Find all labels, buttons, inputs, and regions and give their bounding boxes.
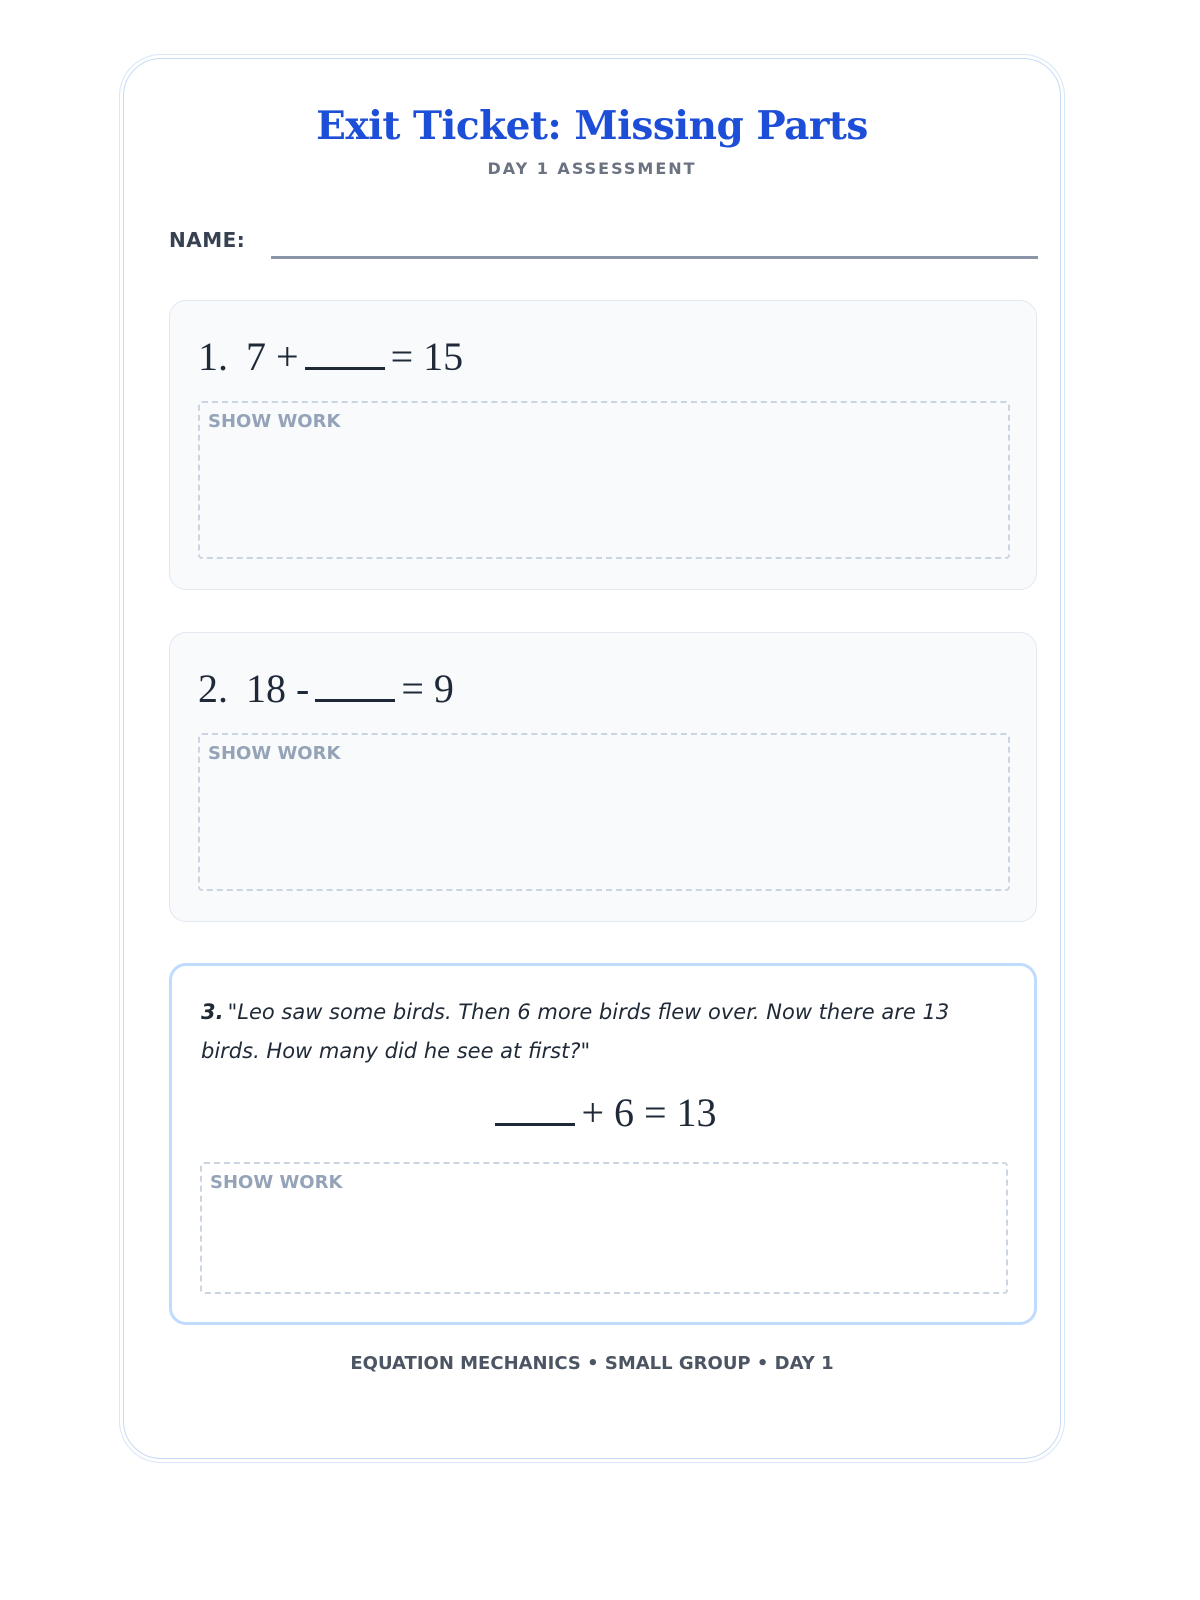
problem-1-number: 1.	[198, 334, 228, 379]
name-label: NAME:	[169, 228, 246, 252]
problem-2-work-area[interactable]	[198, 733, 1010, 891]
problem-2-number: 2.	[198, 666, 228, 711]
problem-1-work-area[interactable]	[198, 401, 1010, 559]
problem-2-right: = 9	[401, 666, 454, 711]
problem-3-work-label: SHOW WORK	[210, 1172, 343, 1193]
problem-3-story	[201, 993, 1001, 1071]
problem-3-number: 3.	[201, 1000, 224, 1024]
problem-2-left: 18 -	[246, 666, 310, 711]
problem-3-text: "Leo saw some birds. Then 6 more birds flew over. Now there are 13 birds. How many did he see at first?"	[201, 1000, 950, 1063]
problem-1-right: = 15	[390, 334, 464, 379]
footer-text: EQUATION MECHANICS • SMALL GROUP • DAY 1	[350, 1353, 834, 1374]
exit-ticket-card	[123, 58, 1061, 1459]
page-subtitle: DAY 1 ASSESSMENT	[487, 159, 697, 178]
problem-1-equation	[198, 333, 463, 380]
problem-3-work-area[interactable]	[200, 1162, 1008, 1294]
problem-1-work-label: SHOW WORK	[208, 411, 341, 432]
name-input-line[interactable]	[271, 256, 1038, 259]
problem-3-equation	[172, 1089, 1034, 1136]
problem-2-work-label: SHOW WORK	[208, 743, 341, 764]
problem-2-equation	[198, 665, 454, 712]
problem-1-card	[169, 300, 1037, 590]
problem-2-answer-blank[interactable]	[315, 699, 395, 702]
problem-1-left: 7 +	[246, 334, 299, 379]
problem-1-answer-blank[interactable]	[305, 367, 385, 370]
problem-2-card	[169, 632, 1037, 922]
problem-3-right: + 6 = 13	[581, 1090, 717, 1135]
problem-3-answer-blank[interactable]	[495, 1123, 575, 1126]
page-title: Exit Ticket: Missing Parts	[316, 103, 868, 149]
problem-3-card	[169, 963, 1037, 1325]
